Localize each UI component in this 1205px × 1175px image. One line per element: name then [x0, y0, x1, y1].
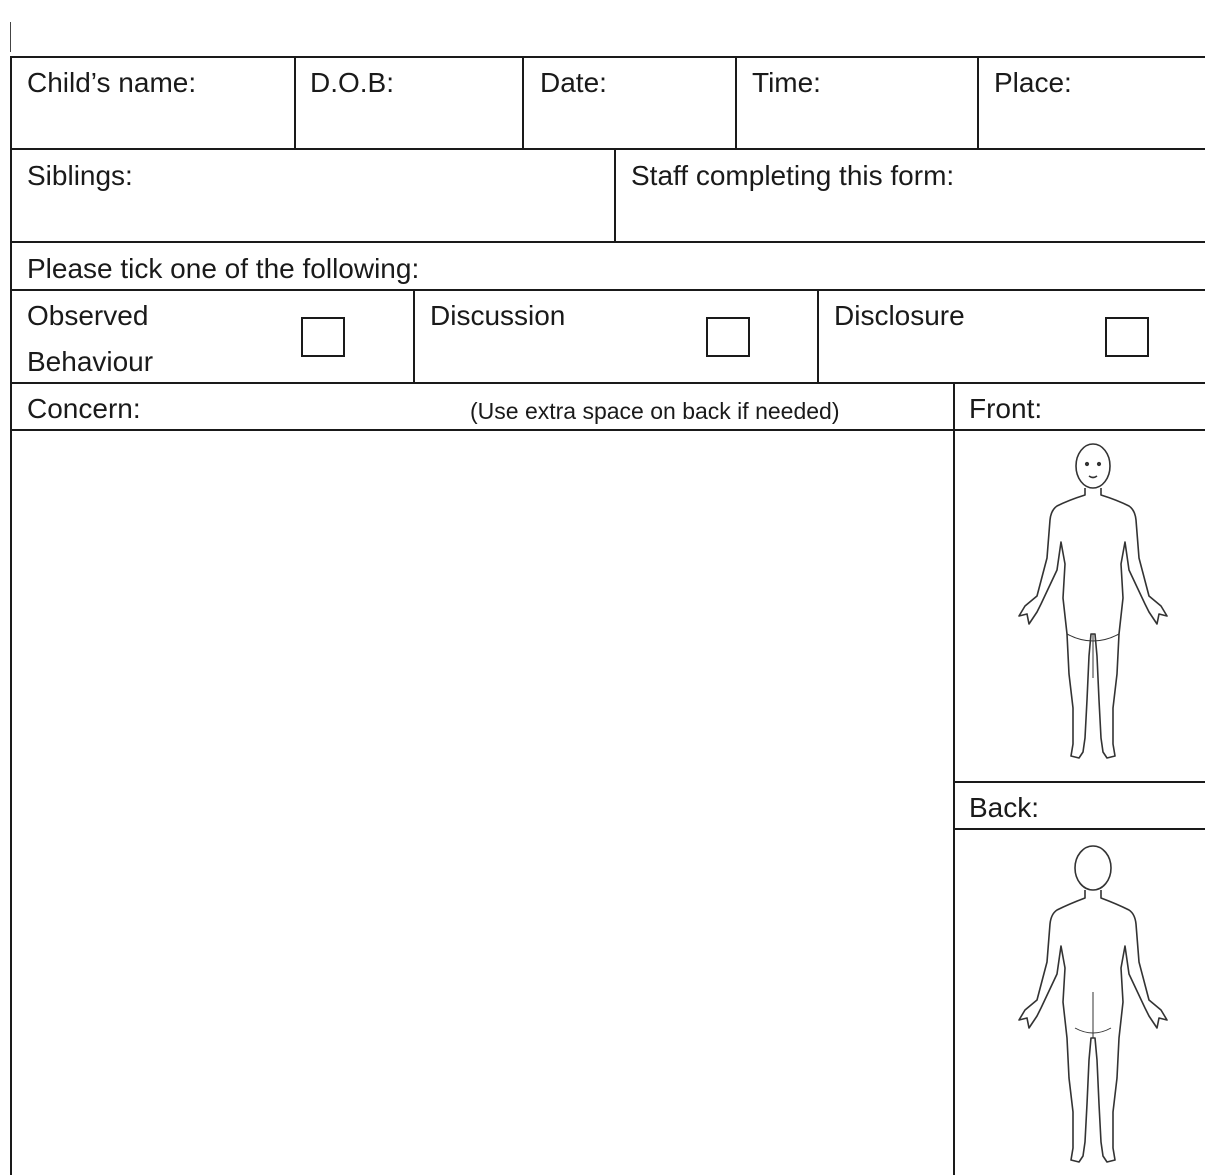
dob-label: D.O.B:	[310, 67, 395, 98]
tick-prompt: Please tick one of the following:	[27, 253, 420, 284]
back-body-figure	[1005, 842, 1180, 1175]
discussion-checkbox[interactable]	[706, 317, 750, 357]
table-top-border	[10, 56, 1205, 58]
row2-divider	[614, 148, 616, 242]
back-label: Back:	[969, 792, 1040, 823]
row1-divider-1	[294, 56, 296, 149]
siblings-label: Siblings:	[27, 160, 133, 191]
row1-divider-3	[735, 56, 737, 149]
concern-writing-area[interactable]	[12, 431, 952, 1175]
observed-behaviour-label-line1: Observed	[27, 300, 149, 331]
concern-label: Concern:	[27, 393, 141, 424]
place-label: Place:	[994, 67, 1072, 98]
text-cursor	[10, 22, 11, 52]
staff-completing-label: Staff completing this form:	[631, 160, 955, 191]
row1-bottom-border	[10, 148, 1205, 150]
body-map-divider	[953, 382, 955, 1175]
row2-bottom-border	[10, 241, 1205, 243]
options-bottom-border	[10, 382, 1205, 384]
observed-behaviour-label-line2: Behaviour	[27, 346, 154, 377]
options-divider-2	[817, 289, 819, 383]
disclosure-label: Disclosure	[834, 300, 965, 331]
front-map-bottom-border	[953, 781, 1205, 783]
observed-behaviour-checkbox[interactable]	[301, 317, 345, 357]
row1-divider-2	[522, 56, 524, 149]
front-body-figure	[1005, 438, 1180, 768]
childs-name-label: Child’s name:	[27, 67, 197, 98]
discussion-label: Discussion	[430, 300, 566, 331]
front-label: Front:	[969, 393, 1043, 424]
disclosure-checkbox[interactable]	[1105, 317, 1149, 357]
time-label: Time:	[752, 67, 821, 98]
row1-divider-4	[977, 56, 979, 149]
date-label: Date:	[540, 67, 607, 98]
options-divider-1	[413, 289, 415, 383]
extra-space-hint: (Use extra space on back if needed)	[470, 398, 840, 424]
